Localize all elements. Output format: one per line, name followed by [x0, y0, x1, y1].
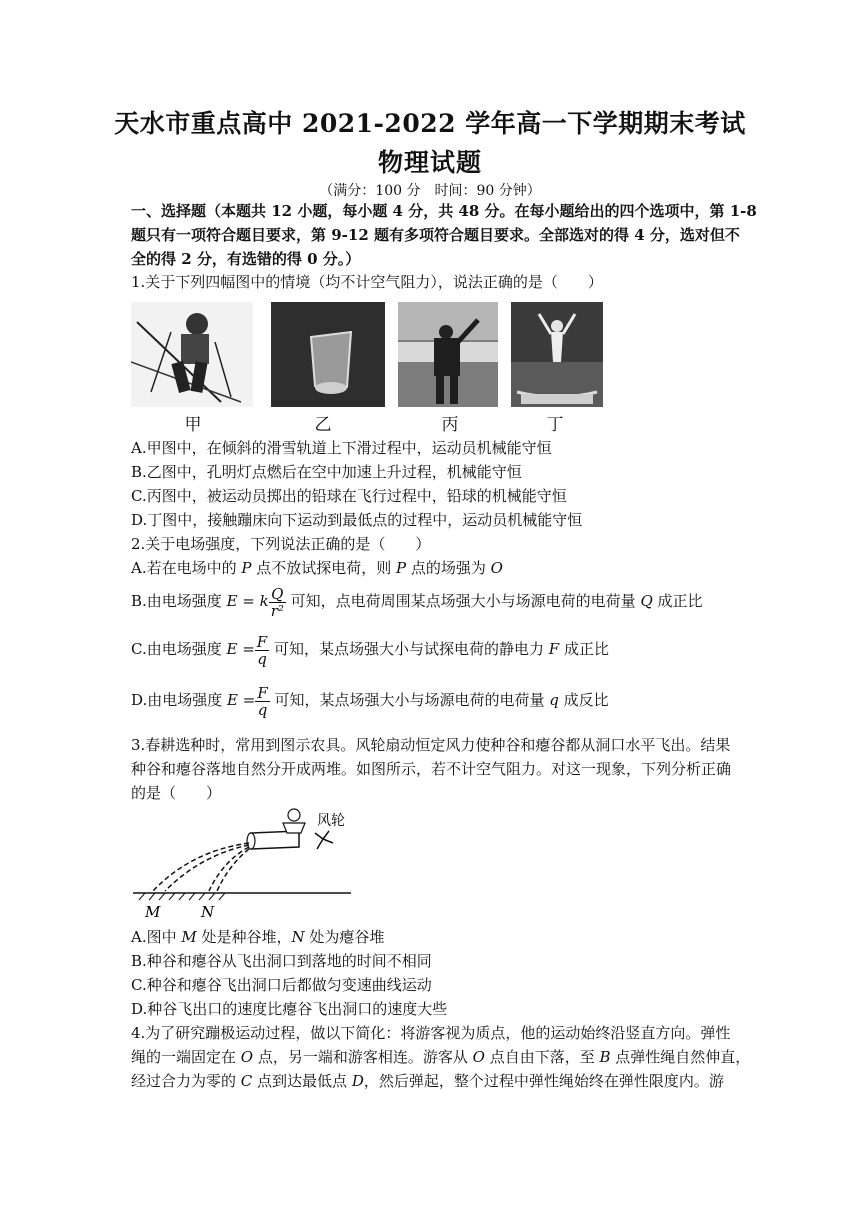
q3-option-d: D.种谷飞出口的速度比瘪谷飞出洞口的速度大些 [131, 1000, 448, 1018]
lantern-image [271, 302, 385, 407]
winnower-diagram [131, 803, 371, 921]
fraction-q-over-r2: $\frac{Q}{\text{r²}}$ [270, 584, 284, 620]
q3-stem-line2: 种谷和瘪谷落地自然分开成两堆。如图所示，若不计空气阻力。对这一现象，下列分析正确 [131, 760, 732, 778]
q2-option-b: B.由电场强度 E = k $\frac{Q}{\text{r²}}$ 可知，点电荷周围某点场强大小与场源电荷的电荷量 Q 成正比 [131, 584, 703, 620]
caption-ding: 丁 [546, 415, 564, 435]
q4-line1: 4.为了研究蹦极运动过程，做以下简化：将游客视为质点，他的运动始终沿竖直方向。弹性 [131, 1024, 731, 1042]
section-heading-line2: 题只有一项符合题目要求，第 9-12 题有多项符合题目要求。全部选对的得 4 分，选对但不 [131, 226, 740, 244]
fraction-f-over-q: $\frac{F}{q}$ [256, 632, 268, 668]
q3-stem-line3: 的是（ ） [131, 784, 222, 802]
exam-subtitle: 物理试题 [377, 148, 482, 177]
label-n: N [201, 903, 215, 921]
section-heading-line3: 全的得 2 分，有选错的得 0 分。） [131, 250, 361, 268]
q1-option-d: D.丁图中，接触蹦床向下运动到最低点的过程中，运动员机械能守恒 [131, 511, 583, 529]
q1-option-a: A.甲图中，在倾斜的滑雪轨道上下滑过程中，运动员机械能守恒 [131, 439, 552, 457]
q1-option-c: C.丙图中，被运动员掷出的铅球在飞行过程中，铅球的机械能守恒 [131, 487, 567, 505]
skier-image [131, 302, 253, 407]
fraction-f-over-q: $\frac{F}{q}$ [257, 683, 268, 719]
caption-yi: 乙 [314, 415, 332, 435]
q1-images [131, 302, 737, 435]
exam-meta: （满分：100 分 时间：90 分钟） [319, 183, 541, 199]
q1-stem: 1.关于下列四幅图中的情境（均不计空气阻力），说法正确的是（ ） [131, 273, 603, 291]
section-heading-line1: 一、选择题（本题共 12 小题，每小题 4 分，共 48 分。在每小题给出的四个选项中，第 1-8 [131, 202, 757, 220]
q2-stem: 2.关于电场强度，下列说法正确的是（ ） [131, 535, 431, 553]
q1-option-b: B.乙图中，孔明灯点燃后在空中加速上升过程，机械能守恒 [131, 463, 522, 481]
q2-option-c: C.由电场强度 E = $\frac{F}{q}$ 可知，某点场强大小与试探电荷的静电力 F 成正比 [131, 632, 609, 668]
q3-option-c: C.种谷和瘪谷飞出洞口后都做匀变速曲线运动 [131, 976, 432, 994]
q4-line2: 绳的一端固定在 O 点，另一端和游客相连。游客从 O 点自由下落，至 B 点弹性绳自然伸直， [131, 1048, 751, 1066]
q4-line3: 经过合力为零的 C 点到达最低点 D，然后弹起，整个过程中弹性绳始终在弹性限度内。游 [131, 1072, 724, 1090]
caption-bing: 丙 [441, 415, 459, 435]
q3-option-a: A.图中 M 处是种谷堆，N 处为瘪谷堆 [131, 928, 385, 946]
label-m: M [145, 903, 161, 921]
q2-option-a: A.若在电场中的 P 点不放试探电荷，则 P 点的场强为 O [131, 559, 503, 577]
caption-jia: 甲 [184, 415, 202, 435]
q3-stem-line1: 3.春耕选种时，常用到图示农具。风轮扇动恒定风力使种谷和瘪谷都从洞口水平飞出。结果 [131, 736, 731, 754]
wheel-label: 风轮 [317, 813, 345, 829]
trampoline-image [511, 302, 603, 407]
exam-title: 天水市重点高中 2021-2022 学年高一下学期期末考试 [114, 109, 746, 138]
q2-option-d: D.由电场强度 E = $\frac{F}{q}$ 可知，某点场强大小与场源电荷的电荷量 q 成反比 [131, 683, 609, 719]
shotput-image [398, 302, 498, 407]
q3-option-b: B.种谷和瘪谷从飞出洞口到落地的时间不相同 [131, 952, 432, 970]
